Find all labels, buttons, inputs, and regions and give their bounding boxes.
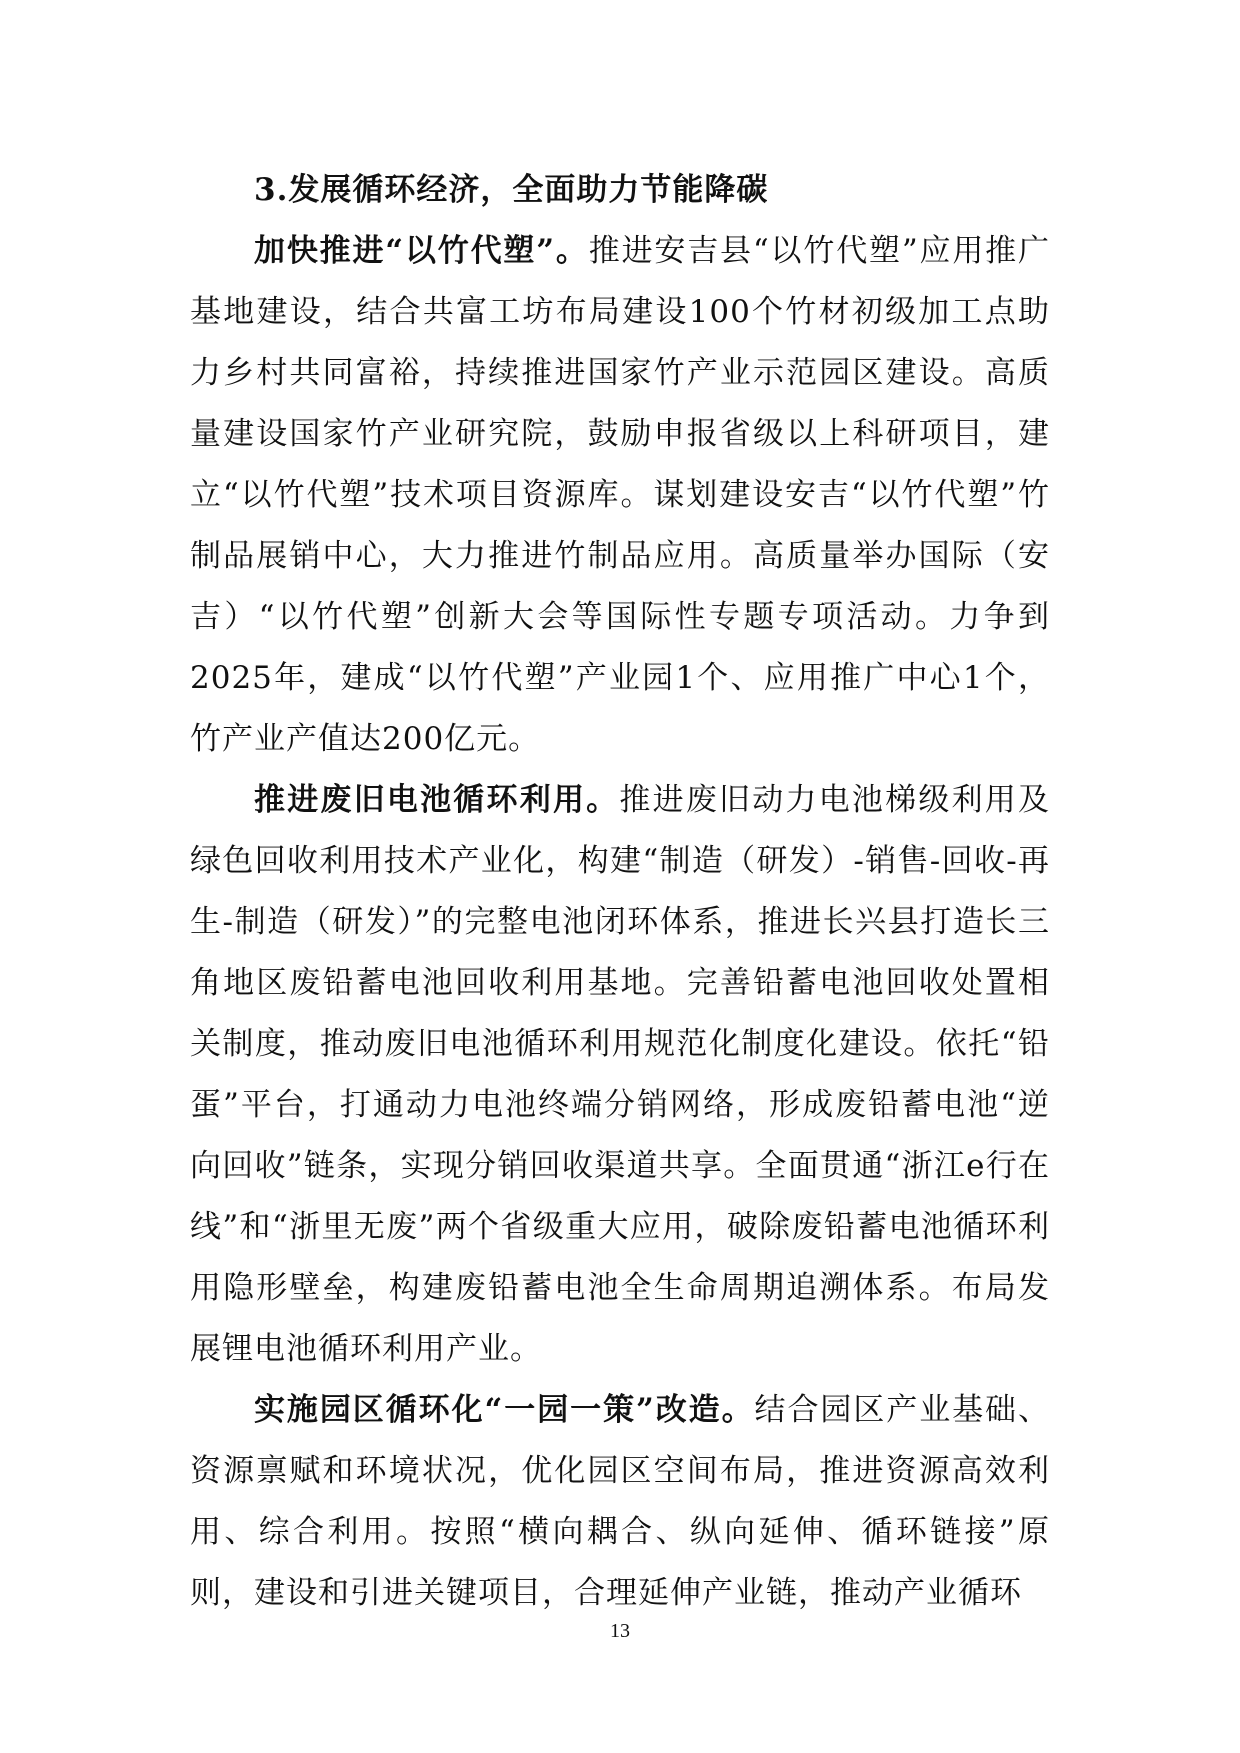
paragraph-text: 推进安吉县“以竹代塑”应用推广基地建设，结合共富工坊布局建设100个竹材初级加工点助力乡村共同富裕，持续推进国家竹产业示范园区建设。高质量建设国家竹产业研究院，鼓励申报省级以上科研项目，建立“以竹代塑”技术项目资源库。谋划建设安吉“以竹代塑”竹制品展销中心，大力推进竹制品应用。高质量举办国际（安吉）“以竹代塑”创新大会等国际性专题专项活动。力争到2025年，建成“以竹代塑”产业园1个、应用推广中心1个，竹产业产值达200亿元。 <box>190 233 1050 757</box>
paragraph-lead: 加快推进“以竹代塑”。 <box>254 233 589 269</box>
paragraph-text: 推进废旧动力电池梯级利用及绿色回收利用技术产业化，构建“制造（研发）-销售-回收-再生-制造（研发）”的完整电池闭环体系，推进长兴县打造长三角地区废铅蓄电池回收利用基地。完善铅蓄电池回收处置相关制度，推动废旧电池循环利用规范化制度化建设。依托“铅蛋”平台，打通动力电池终端分销网络，形成废铅蓄电池“逆向回收”链条，实现分销回收渠道共享。全面贯通“浙江e行在线”和“浙里无废”两个省级重大应用，破除废铅蓄电池循环利用隐形壁垒，构建废铅蓄电池全生命周期追溯体系。布局发展锂电池循环利用产业。 <box>190 782 1050 1367</box>
paragraph-lead: 实施园区循环化“一园一策”改造。 <box>254 1392 755 1428</box>
paragraph-lead: 推进废旧电池循环利用。 <box>254 782 620 818</box>
paragraph-bamboo <box>190 221 1050 770</box>
paragraph-text: 结合园区产业基础、资源禀赋和环境状况，优化园区空间布局，推进资源高效利用、综合利用。按照“横向耦合、纵向延伸、循环链接”原则，建设和引进关键项目，合理延伸产业链，推动产业循环 <box>190 1392 1050 1611</box>
section-heading: 3.发展循环经济，全面助力节能降碳 <box>254 172 769 208</box>
page-number: 13 <box>610 1620 630 1642</box>
paragraph-park <box>190 1380 1050 1624</box>
document-body <box>190 160 1050 1624</box>
paragraph-battery <box>190 770 1050 1380</box>
